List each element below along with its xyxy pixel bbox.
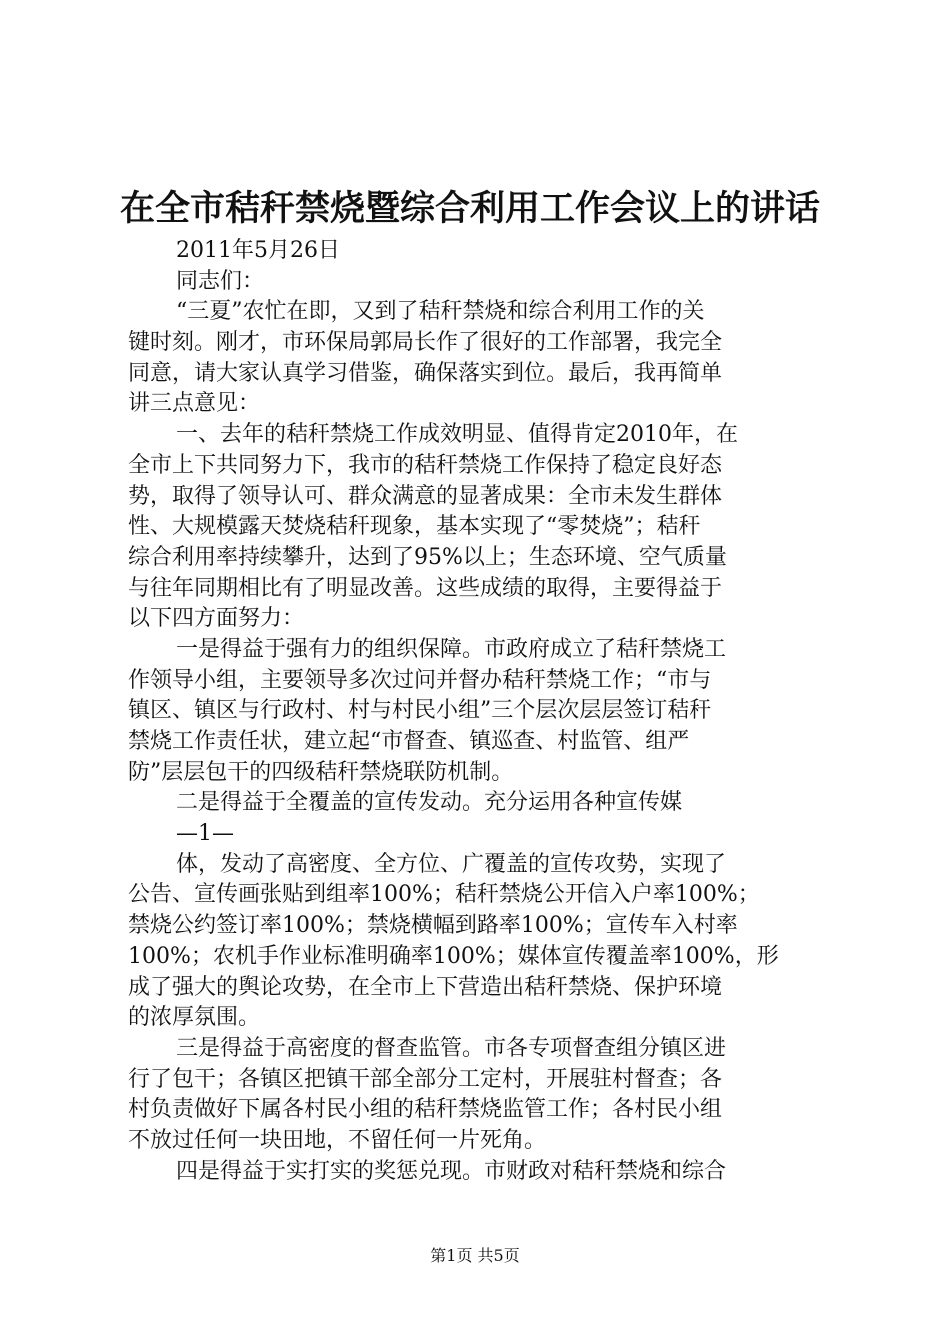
text-line: 性、大规模露天焚烧秸秆现象，基本实现了“零焚烧”；秸秆 bbox=[128, 514, 701, 540]
text-line: 村负责做好下属各村民小组的秸秆禁烧监管工作；各村民小组 bbox=[128, 1097, 723, 1123]
document-title: 在全市秸秆禁烧暨综合利用工作会议上的讲话 bbox=[120, 188, 821, 229]
page-footer: 第1页 共5页 bbox=[430, 1246, 520, 1265]
text-line: 成了强大的舆论攻势，在全市上下营造出秸秆禁烧、保护环境 bbox=[128, 974, 723, 1000]
text-line: 防”层层包干的四级秸秆禁烧联防机制。 bbox=[128, 759, 514, 785]
text-line: 与往年同期相比有了明显改善。这些成绩的取得，主要得益于 bbox=[128, 575, 723, 601]
text-line: 作领导小组，主要领导多次过问并督办秸秆禁烧工作；“市与 bbox=[128, 667, 712, 693]
text-line: 键时刻。刚才，市环保局郭局长作了很好的工作部署，我完全 bbox=[128, 330, 723, 356]
text-line: 一是得益于强有力的组织保障。市政府成立了秸秆禁烧工 bbox=[176, 636, 727, 662]
text-line: 讲三点意见： bbox=[128, 391, 261, 417]
text-line: 全市上下共同努力下，我市的秸秆禁烧工作保持了稳定良好态 bbox=[128, 452, 723, 478]
text-line: 势，取得了领导认可、群众满意的显著成果：全市未发生群体 bbox=[128, 483, 723, 509]
text-line: 100%；农机手作业标准明确率100%；媒体宣传覆盖率100%，形 bbox=[128, 943, 779, 969]
text-line: 禁烧公约签订率100%；禁烧横幅到路率100%；宣传车入村率 bbox=[128, 913, 738, 939]
text-line: 2011年5月26日 bbox=[176, 238, 340, 263]
text-line: 禁烧工作责任状，建立起“市督查、镇巡查、村监管、组严 bbox=[128, 729, 690, 754]
text-line: 综合利用率持续攀升，达到了95%以上；生态环境、空气质量 bbox=[128, 544, 727, 570]
text-line: 不放过任何一块田地，不留任何一片死角。 bbox=[128, 1127, 547, 1153]
text-line: 行了包干；各镇区把镇干部全部分工定村，开展驻村督查；各 bbox=[128, 1066, 723, 1092]
text-line: 四是得益于实打实的奖惩兑现。市财政对秸秆禁烧和综合 bbox=[176, 1158, 727, 1184]
text-line: 体，发动了高密度、全方位、广覆盖的宣传攻势，实现了 bbox=[176, 851, 727, 877]
text-line: —1— bbox=[176, 821, 234, 847]
document-body bbox=[128, 236, 832, 1187]
text-line: 二是得益于全覆盖的宣传发动。充分运用各种宣传媒 bbox=[176, 790, 683, 816]
text-line: “三夏”农忙在即，又到了秸秆禁烧和综合利用工作的关 bbox=[176, 299, 705, 325]
text-line: 的浓厚氛围。 bbox=[128, 1005, 261, 1031]
text-line: 公告、宣传画张贴到组率100%；秸秆禁烧公开信入户率100%； bbox=[128, 882, 760, 908]
text-line: 同意，请大家认真学习借鉴，确保落实到位。最后，我再简单 bbox=[128, 360, 723, 386]
text-line: 一、去年的秸秆禁烧工作成效明显、值得肯定2010年，在 bbox=[176, 422, 738, 448]
text-line: 镇区、镇区与行政村、村与村民小组”三个层次层层签订秸秆 bbox=[128, 698, 712, 724]
text-line: 以下四方面努力： bbox=[128, 606, 305, 632]
text-line: 三是得益于高密度的督查监管。市各专项督查组分镇区进 bbox=[176, 1035, 727, 1061]
text-line: 同志们： bbox=[176, 268, 265, 294]
